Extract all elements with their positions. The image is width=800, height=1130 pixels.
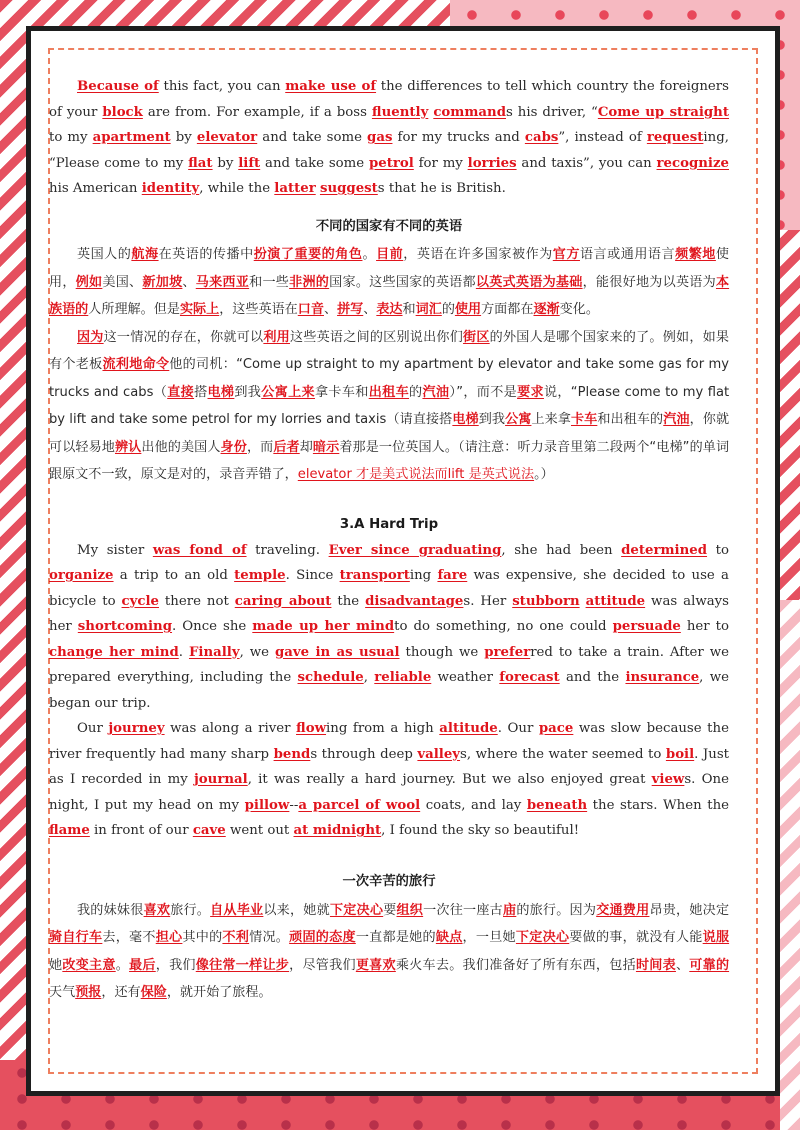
highlighted-term: identity bbox=[141, 181, 200, 196]
document-content bbox=[49, 74, 729, 1007]
highlighted-term: lorries bbox=[467, 155, 517, 171]
highlighted-term: 目前 bbox=[376, 247, 404, 262]
highlighted-term: shortcoming bbox=[77, 619, 173, 634]
text-run: though we bbox=[399, 644, 485, 660]
highlighted-term: suggest bbox=[319, 181, 378, 196]
highlighted-term: 要求 bbox=[517, 384, 544, 400]
highlighted-term: disadvantage bbox=[365, 593, 464, 609]
text-run: 拿卡车和 bbox=[314, 384, 369, 400]
text-run: 上来拿 bbox=[531, 412, 571, 427]
text-run: was always her bbox=[49, 593, 729, 634]
highlighted-term: gas bbox=[367, 130, 393, 145]
text-run: 国家。这些国家的英语都 bbox=[329, 274, 476, 290]
highlighted-term: 电梯 bbox=[452, 412, 479, 427]
highlighted-term: 喜欢 bbox=[143, 902, 171, 918]
text-run: and take some bbox=[257, 130, 368, 145]
highlighted-term: 出租车 bbox=[368, 384, 410, 400]
highlighted-term: 直接 bbox=[167, 384, 195, 400]
text-run: 语言或通用语言 bbox=[579, 247, 676, 262]
text-run: s. Her bbox=[463, 593, 513, 609]
text-run: and take some bbox=[260, 155, 369, 171]
text-run: there not bbox=[158, 593, 235, 609]
highlighted-term: 辨认 bbox=[114, 439, 142, 455]
highlighted-term: elevator bbox=[196, 130, 258, 145]
text-run: 说，“Please come to my flat by lift and take some petrol for my lorries and taxis（请直接搭 bbox=[49, 384, 730, 427]
highlighted-term: 不利 bbox=[222, 930, 250, 945]
text-run: s. One night, I put my head on my bbox=[49, 772, 729, 813]
text-run: . Just as I recorded in my bbox=[49, 746, 729, 787]
highlighted-term: organize bbox=[49, 568, 114, 583]
text-run: s, where the water seemed to bbox=[460, 746, 666, 762]
text-run: are from. For example, if a boss bbox=[142, 104, 372, 120]
text-run: 美国、 bbox=[102, 274, 143, 290]
text-run: 和出租车的 bbox=[597, 412, 664, 427]
text-run: 着那是一位英国人。（请注意：听力录音里第二段两个“电梯”的单词跟原文不一致，原文是对的，录音弄错了， bbox=[49, 439, 730, 482]
text-run: 一直都是她的 bbox=[355, 930, 436, 945]
highlighted-term: 可靠的 bbox=[689, 957, 730, 973]
highlighted-term: 改变主意 bbox=[62, 957, 116, 973]
text-run: . Our bbox=[497, 721, 539, 736]
highlighted-term: 流利地命令 bbox=[102, 357, 170, 372]
text-run: 乘火车去。我们准备好了所有东西，包括 bbox=[395, 957, 636, 973]
text-run: 这一情况的存在，你就可以 bbox=[103, 329, 264, 345]
highlighted-term: 公寓上来 bbox=[261, 384, 315, 400]
text-run: , it was really a hard journey. But we also enjoyed great bbox=[247, 772, 652, 787]
paragraph-english-1 bbox=[49, 74, 729, 201]
highlighted-term: forecast bbox=[499, 670, 560, 685]
highlighted-term: 因为 bbox=[77, 329, 104, 345]
text-run: to bbox=[707, 542, 730, 558]
text-run: , bbox=[363, 670, 375, 685]
text-run: 却 bbox=[299, 439, 313, 455]
highlighted-term: 使用 bbox=[454, 302, 482, 317]
text-run: 出他的美国人 bbox=[141, 439, 221, 455]
text-run: 。） bbox=[534, 467, 554, 482]
text-run: 要 bbox=[383, 902, 397, 918]
highlighted-term: 汽油 bbox=[422, 384, 450, 400]
text-run: 、 bbox=[363, 302, 377, 317]
text-run: 、 bbox=[675, 957, 690, 973]
highlighted-term: 身份 bbox=[220, 439, 247, 455]
paragraph-chinese-2 bbox=[49, 324, 729, 489]
highlighted-term: 马来西亚 bbox=[195, 274, 250, 290]
highlighted-term: elevator 才是美式说法而lift 是英式说法 bbox=[297, 467, 535, 482]
highlighted-term: 利用 bbox=[263, 329, 290, 345]
text-run: ing bbox=[409, 568, 438, 583]
text-run: 的 bbox=[409, 384, 423, 400]
text-run: by bbox=[212, 155, 239, 171]
highlighted-term: 本族语的 bbox=[49, 274, 730, 317]
highlighted-term: 交通费用 bbox=[596, 902, 650, 918]
text-run: 英国人的 bbox=[77, 247, 132, 262]
highlighted-term: 频繁地 bbox=[675, 247, 716, 262]
highlighted-term: 卡车 bbox=[570, 412, 598, 427]
text-run: the differences to tell which country the foreigners of your bbox=[49, 79, 729, 120]
highlighted-term: change her mind bbox=[49, 644, 179, 660]
highlighted-term: 以英式英语为基础 bbox=[475, 274, 583, 290]
highlighted-term: persuade bbox=[612, 619, 681, 634]
highlighted-term: Finally bbox=[188, 644, 240, 660]
highlighted-term: prefer bbox=[484, 644, 531, 660]
text-run: 到我 bbox=[234, 384, 262, 400]
highlighted-term: 扮演了重要的角色 bbox=[253, 247, 363, 262]
highlighted-term: 下定决心 bbox=[515, 930, 570, 945]
highlighted-term: a parcel of wool bbox=[298, 797, 421, 813]
highlighted-term: request bbox=[646, 130, 704, 145]
text-run: 的 bbox=[441, 302, 455, 317]
text-run: was expensive, she decided to use a bicycle to bbox=[49, 568, 729, 609]
highlighted-term: stubborn bbox=[512, 593, 580, 609]
text-run: his American bbox=[49, 181, 142, 196]
text-run: . Once she bbox=[172, 619, 253, 634]
text-run: and taxis”, you can bbox=[516, 155, 657, 171]
text-run: weather bbox=[431, 670, 500, 685]
highlighted-term: 暗示 bbox=[312, 439, 340, 455]
highlighted-term: recognize bbox=[656, 155, 729, 171]
highlighted-term: transport bbox=[339, 568, 410, 583]
text-run: for my trucks and bbox=[392, 130, 525, 145]
text-run: traveling. bbox=[246, 542, 329, 558]
highlighted-term: latter bbox=[274, 181, 316, 196]
text-run: ，我们 bbox=[155, 957, 196, 973]
highlighted-term: 拼写 bbox=[337, 302, 364, 317]
text-run: 去，毫不 bbox=[102, 930, 156, 945]
text-run: , she had been bbox=[501, 542, 622, 558]
text-run: 。 bbox=[362, 247, 377, 262]
text-run: 情况。 bbox=[249, 930, 290, 945]
text-run: , we began our trip. bbox=[49, 670, 729, 711]
highlighted-term: pillow bbox=[244, 797, 290, 813]
highlighted-term: fare bbox=[437, 568, 468, 583]
highlighted-term: 顽固的态度 bbox=[289, 930, 356, 945]
heading-different-englishes: 不同的国家有不同的英语 bbox=[315, 219, 463, 234]
text-run: this fact, you can bbox=[158, 79, 286, 94]
highlighted-term: 组织 bbox=[396, 902, 424, 918]
highlighted-term: at midnight bbox=[293, 823, 382, 838]
text-run: My sister bbox=[77, 542, 153, 558]
highlighted-term: 像往常一样让步 bbox=[195, 957, 290, 973]
highlighted-term: beneath bbox=[526, 797, 588, 813]
highlighted-term: 后者 bbox=[273, 439, 300, 455]
highlighted-term: block bbox=[102, 104, 143, 120]
text-run: coats, and lay bbox=[420, 797, 527, 813]
text-run: ，尽管我们 bbox=[289, 957, 356, 973]
highlighted-term: Because of bbox=[77, 79, 159, 94]
highlighted-term: 新加坡 bbox=[142, 274, 183, 290]
highlighted-term: 街区 bbox=[463, 329, 490, 345]
highlighted-term: 下定决心 bbox=[329, 902, 384, 918]
text-run: and the bbox=[559, 670, 626, 685]
text-run: ，一旦她 bbox=[462, 930, 516, 945]
highlighted-term: apartment bbox=[92, 130, 171, 145]
highlighted-term: cabs bbox=[524, 130, 559, 145]
highlighted-term: altitude bbox=[439, 721, 498, 736]
highlighted-term: caring about bbox=[234, 593, 332, 609]
text-run: the stars. When the bbox=[587, 797, 729, 813]
text-run: ，而 bbox=[246, 439, 274, 455]
text-run: , we bbox=[239, 644, 275, 660]
highlighted-term: 更喜欢 bbox=[355, 957, 396, 973]
highlighted-term: was fond of bbox=[152, 542, 247, 558]
highlighted-term: 骑自行车 bbox=[49, 930, 103, 945]
highlighted-term: 预报 bbox=[75, 985, 102, 1000]
highlighted-term: reliable bbox=[374, 670, 432, 685]
highlighted-term: 航海 bbox=[131, 247, 159, 262]
highlighted-term: made up her mind bbox=[252, 619, 395, 634]
text-run: 和 bbox=[402, 302, 416, 317]
highlighted-term: command bbox=[433, 104, 506, 120]
text-run: 昂贵，她决定 bbox=[649, 902, 730, 918]
text-run: s that he is British. bbox=[377, 181, 506, 196]
highlighted-term: view bbox=[651, 772, 685, 787]
highlighted-term: temple bbox=[234, 568, 286, 583]
highlighted-term: journey bbox=[108, 721, 165, 736]
highlighted-term: gave in as usual bbox=[275, 644, 400, 660]
text-run: 人所理解。但是 bbox=[88, 302, 180, 317]
highlighted-term: 词汇 bbox=[415, 302, 442, 317]
highlighted-term: determined bbox=[621, 542, 708, 558]
highlighted-term: 官方 bbox=[552, 247, 580, 262]
text-run: was slow because the river frequently had many sharp bbox=[49, 721, 729, 762]
highlighted-term: flat bbox=[188, 155, 213, 171]
highlighted-term: attitude bbox=[585, 593, 646, 609]
text-run: ing, “Please come to my bbox=[49, 130, 729, 171]
text-run: 天气 bbox=[49, 985, 76, 1000]
highlighted-term: 例如 bbox=[75, 274, 103, 290]
highlighted-term: 汽油 bbox=[663, 412, 690, 427]
highlighted-term: bend bbox=[273, 746, 311, 762]
text-run: a trip to an old bbox=[113, 568, 235, 583]
text-run: s his driver, “ bbox=[506, 104, 598, 120]
text-run: ，就开始了旅程。 bbox=[166, 985, 272, 1000]
highlighted-term: cave bbox=[192, 823, 226, 838]
highlighted-term: valley bbox=[417, 746, 461, 762]
text-run: 一次往一座古 bbox=[423, 902, 503, 918]
text-run: to my bbox=[49, 130, 93, 145]
heading-a-hard-trip-chinese: 一次辛苦的旅行 bbox=[342, 873, 436, 889]
highlighted-term: 时间表 bbox=[635, 957, 676, 973]
text-run: ）”，而不是 bbox=[449, 384, 518, 400]
heading-hard-trip: 3.A Hard Trip bbox=[339, 516, 439, 532]
text-run: Our bbox=[77, 721, 109, 736]
paragraph-chinese-3 bbox=[49, 897, 729, 1007]
highlighted-term: flame bbox=[49, 823, 90, 838]
striped-background-right bbox=[780, 600, 800, 1130]
text-run: 。 bbox=[115, 957, 130, 973]
highlighted-term: 保险 bbox=[140, 985, 167, 1000]
highlighted-term: insurance bbox=[625, 670, 700, 685]
highlighted-term: schedule bbox=[297, 670, 364, 685]
text-run: 变化。 bbox=[559, 302, 599, 317]
text-run: 他的司机：“Come up straight to my apartment by elevator and take some gas for my trucks and cabs（ bbox=[49, 357, 730, 400]
highlighted-term: 担心 bbox=[155, 930, 183, 945]
text-run: . bbox=[178, 644, 189, 660]
text-run: 到我 bbox=[478, 412, 506, 427]
highlighted-term: 非洲的 bbox=[289, 274, 330, 290]
text-run: 使用， bbox=[49, 247, 729, 290]
text-run: 以来，她就 bbox=[263, 902, 330, 918]
highlighted-term: 电梯 bbox=[207, 384, 235, 400]
highlighted-term: 缺点 bbox=[435, 930, 463, 945]
highlighted-term: make use of bbox=[285, 79, 377, 94]
text-run: s through deep bbox=[310, 746, 418, 762]
highlighted-term: journal bbox=[194, 772, 248, 787]
text-run: was along a river bbox=[164, 721, 297, 736]
highlighted-term: 实际上 bbox=[179, 302, 220, 317]
text-run: ，英语在许多国家被作为 bbox=[403, 247, 553, 262]
highlighted-term: 自从毕业 bbox=[210, 902, 264, 918]
text-run: 要做的事，就没有人能 bbox=[569, 930, 703, 945]
highlighted-term: 表达 bbox=[376, 302, 403, 317]
text-run: in front of our bbox=[89, 823, 193, 838]
text-run: to do something, no one could bbox=[394, 619, 613, 634]
text-run: 她 bbox=[49, 957, 63, 973]
text-run: . Since bbox=[285, 568, 340, 583]
text-run: 和一些 bbox=[249, 274, 290, 290]
text-run: 这些英语之间的区别说出你们 bbox=[289, 329, 464, 345]
highlighted-term: 最后 bbox=[129, 957, 156, 973]
text-run: ，这些英语在 bbox=[219, 302, 298, 317]
text-run: 方面都在 bbox=[481, 302, 534, 317]
highlighted-term: flow bbox=[296, 721, 327, 736]
text-run: by bbox=[170, 130, 197, 145]
highlighted-term: 逐渐 bbox=[533, 302, 560, 317]
text-run: ，你就可以轻易地 bbox=[49, 412, 730, 455]
text-run: 旅行。 bbox=[170, 902, 211, 918]
text-run: 、 bbox=[182, 274, 196, 290]
paragraph-chinese-1 bbox=[49, 241, 729, 324]
highlighted-term: pace bbox=[538, 721, 574, 736]
paragraph-english-3 bbox=[49, 716, 729, 844]
text-run: ing from a high bbox=[326, 721, 440, 736]
text-run: her to bbox=[680, 619, 729, 634]
text-run: the bbox=[331, 593, 366, 609]
highlighted-term: boil bbox=[665, 746, 695, 762]
text-run: 搭 bbox=[194, 384, 208, 400]
text-run: ，能很好地为以英语为 bbox=[582, 274, 716, 290]
text-run: 我的妹妹很 bbox=[77, 902, 144, 918]
text-run: red to take a train. After we prepared everything, including the bbox=[49, 644, 729, 685]
text-run: -- bbox=[289, 797, 299, 813]
highlighted-term: 口音 bbox=[297, 302, 324, 317]
highlighted-term: 公寓 bbox=[505, 412, 532, 427]
highlighted-term: cycle bbox=[121, 593, 159, 609]
highlighted-term: Ever since graduating bbox=[328, 542, 502, 558]
highlighted-term: 说服 bbox=[702, 930, 730, 945]
text-run: 、 bbox=[323, 302, 338, 317]
text-run: 其中的 bbox=[182, 930, 223, 945]
text-run: 的外国人是哪个国家来的了。例如，如果有个老板 bbox=[49, 329, 730, 372]
text-run: went out bbox=[225, 823, 294, 838]
text-run: ，还有 bbox=[101, 985, 141, 1000]
paragraph-english-2 bbox=[49, 538, 729, 717]
text-run: , I found the sky so beautiful! bbox=[381, 823, 580, 838]
text-run: 的旅行。因为 bbox=[516, 902, 597, 918]
text-run: for my bbox=[413, 155, 468, 171]
highlighted-term: fluently bbox=[371, 104, 429, 120]
text-run: 在英语的传播中 bbox=[158, 247, 254, 262]
highlighted-term: lift bbox=[238, 155, 261, 171]
text-run: , while the bbox=[199, 181, 275, 196]
highlighted-term: Come up straight bbox=[597, 104, 729, 120]
highlighted-term: 庙 bbox=[503, 902, 517, 918]
highlighted-term: petrol bbox=[368, 155, 414, 171]
text-run: ”, instead of bbox=[558, 130, 647, 145]
